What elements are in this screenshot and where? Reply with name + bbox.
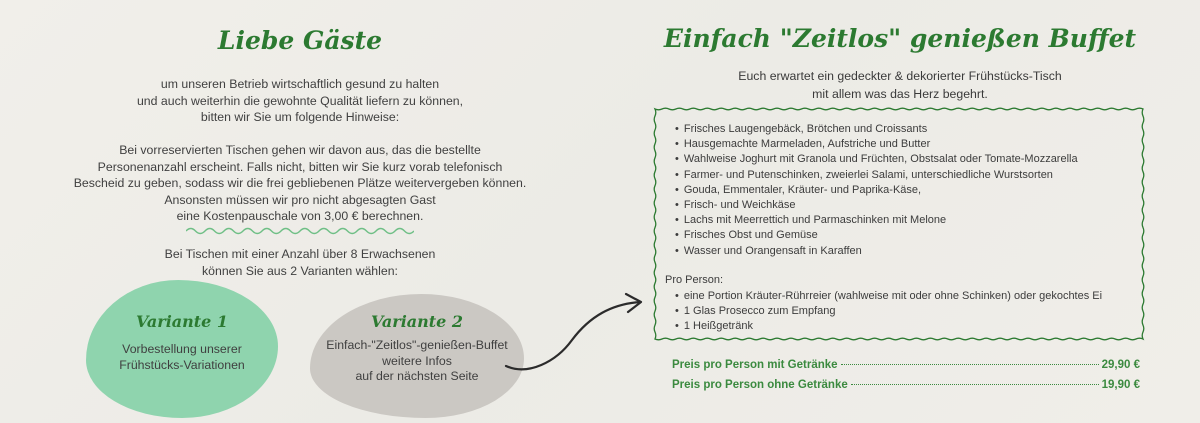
wave-divider-icon bbox=[186, 226, 414, 236]
intro-text bbox=[20, 76, 580, 126]
reservation-line: Ansonsten müssen wir pro nicht abgesagten Gast bbox=[164, 192, 436, 207]
curved-arrow-icon bbox=[500, 290, 650, 376]
price-leader bbox=[841, 364, 1099, 365]
reservation-line: Bescheid zu geben, sodass wir die frei gebliebenen Plätze weitervergeben können. bbox=[73, 176, 527, 190]
tables-text bbox=[20, 246, 580, 279]
variant-1-title: Variante 1 bbox=[135, 312, 229, 331]
per-person-item: • 1 Heißgetränk bbox=[675, 319, 1145, 334]
subtitle-line: mit allem was das Herz begehrt. bbox=[812, 87, 988, 101]
buffet-item: • Wahlweise Joghurt mit Granola und Früchten, Obstsalat oder Tomate-Mozzarella bbox=[675, 152, 1145, 167]
reservation-text bbox=[20, 142, 580, 225]
per-person-label: Pro Person: bbox=[665, 274, 724, 286]
variant-2-line: Einfach-"Zeitlos"-genießen-Buffet bbox=[326, 338, 508, 352]
per-person-list bbox=[675, 289, 1145, 335]
buffet-item: • Lachs mit Meerrettich und Parmaschinken mit Melone bbox=[675, 213, 1145, 228]
price-row-without-drinks bbox=[672, 379, 1140, 391]
price-amount: 19,90 € bbox=[1101, 379, 1140, 391]
price-leader bbox=[851, 384, 1099, 385]
variant-1-description bbox=[86, 342, 278, 373]
buffet-item: • Hausgemachte Marmeladen, Aufstriche und Butter bbox=[675, 137, 1145, 152]
reservation-line: Bei vorreservierten Tischen gehen wir davon aus, das die bestellte bbox=[119, 143, 481, 157]
intro-line: um unseren Betrieb wirtschaftlich gesund zu halten bbox=[160, 77, 440, 91]
page-title-right: Einfach "Zeitlos" genießen Buffet bbox=[663, 24, 1137, 53]
tables-line: können Sie aus 2 Varianten wählen: bbox=[202, 263, 398, 278]
price-row-with-drinks bbox=[672, 359, 1140, 371]
buffet-item: • Frisches Obst und Gemüse bbox=[675, 228, 1145, 243]
variant-1-line: Vorbestellung unserer bbox=[122, 342, 242, 356]
buffet-subtitle bbox=[640, 67, 1160, 103]
tables-line: Bei Tischen mit einer Anzahl über 8 Erwachsenen bbox=[164, 247, 436, 261]
reservation-line: Personenanzahl erscheint. Falls nicht, bitten wir Sie kurz vorab telefonisch bbox=[97, 159, 503, 174]
intro-line: bitten wir Sie um folgende Hinweise: bbox=[200, 110, 400, 124]
buffet-item: • Frisches Laugengebäck, Brötchen und Croissants bbox=[675, 122, 1145, 137]
buffet-item: • Gouda, Emmentaler, Kräuter- und Paprika-Käse, bbox=[675, 183, 1145, 198]
variant-2-title: Variante 2 bbox=[370, 312, 464, 331]
reservation-line: eine Kostenpauschale von 3,00 € berechnen. bbox=[176, 209, 424, 223]
buffet-item: • Farmer- und Putenschinken, zweierlei Salami, unterschiedliche Wurstsorten bbox=[675, 168, 1145, 183]
per-person-item: • 1 Glas Prosecco zum Empfang bbox=[675, 304, 1145, 319]
variant-2-line: weitere Infos bbox=[382, 353, 452, 368]
page-title-left: Liebe Gäste bbox=[217, 26, 383, 55]
price-label: Preis pro Person ohne Getränke bbox=[672, 379, 848, 391]
subtitle-line: Euch erwartet ein gedeckter & dekorierter Frühstücks-Tisch bbox=[738, 69, 1062, 83]
variant-2-description bbox=[300, 338, 534, 385]
intro-line: und auch weiterhin die gewohnte Qualität liefern zu können, bbox=[136, 93, 464, 108]
variant-2-line: auf der nächsten Seite bbox=[355, 369, 479, 383]
price-label: Preis pro Person mit Getränke bbox=[672, 359, 838, 371]
buffet-item: • Wasser und Orangensaft in Karaffen bbox=[675, 244, 1145, 259]
buffet-item-list bbox=[675, 122, 1145, 259]
variant-1-line: Frühstücks-Variationen bbox=[119, 357, 245, 372]
per-person-item: • eine Portion Kräuter-Rührreier (wahlweise mit oder ohne Schinken) oder gekochtes Ei bbox=[675, 289, 1145, 304]
buffet-item: • Frisch- und Weichkäse bbox=[675, 198, 1145, 213]
price-amount: 29,90 € bbox=[1101, 359, 1140, 371]
